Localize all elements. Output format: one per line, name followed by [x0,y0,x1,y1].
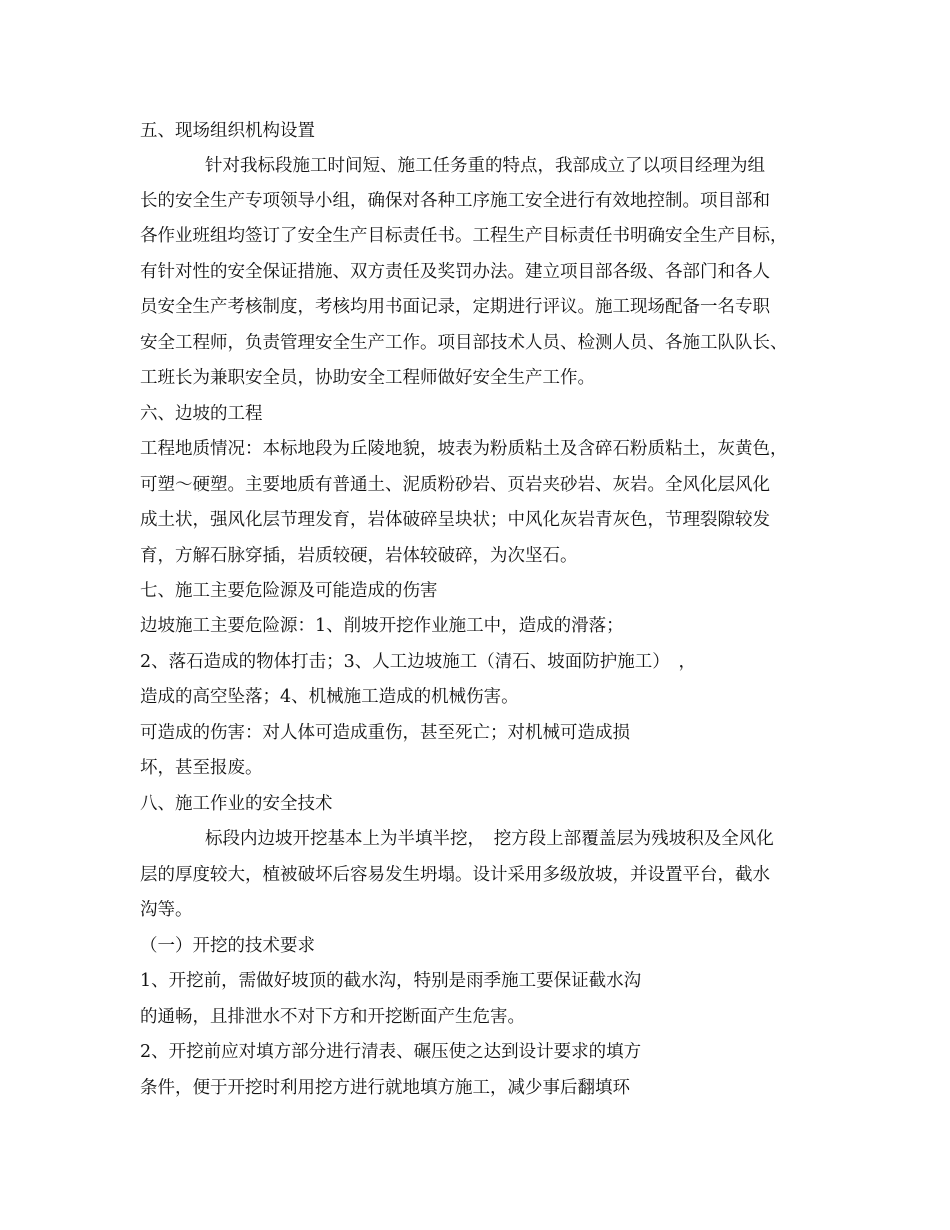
paragraph-line: 的通畅，且排泄水不对下方和开挖断面产生危害。 [140,1007,525,1027]
paragraph-line: 安全工程师，负责管理安全生产工作。项目部技术人员、检测人员、各施工队队长、 [140,333,788,353]
paragraph-line: 坏，甚至报废。 [140,758,263,778]
paragraph-line: 各作业班组均签订了安全生产目标责任书。工程生产目标责任书明确安全生产目标， [140,226,788,246]
heading-hazards: 七、施工主要危险源及可能造成的伤害 [140,581,438,601]
paragraph-line: 造成的高空坠落；4、机械施工造成的机械伤害。 [140,687,519,707]
heading-site-organization: 五、现场组织机构设置 [140,121,315,141]
paragraph-line: 可造成的伤害：对人体可造成重伤，甚至死亡；对机械可造成损 [140,723,630,743]
paragraph-line: 员安全生产考核制度，考核均用书面记录，定期进行评议。施工现场配备一名专职 [140,297,770,317]
heading-slope-engineering: 六、边坡的工程 [140,404,263,424]
paragraph-line: 长的安全生产专项领导小组，确保对各种工序施工安全进行有效地控制。项目部和 [140,191,770,211]
paragraph-line: 2、落石造成的物体打击；3、人工边坡施工（清石、坡面防护施工） ， [140,652,697,672]
paragraph-line: 标段内边坡开挖基本上为半填半挖， 挖方段上部覆盖层为残坡积及全风化 [205,829,774,849]
subheading-excavation-requirements: （一）开挖的技术要求 [140,936,315,956]
paragraph-line: 有针对性的安全保证措施、双方责任及奖罚办法。建立项目部各级、各部门和各人 [140,262,770,282]
paragraph-line: 层的厚度较大，植被破坏后容易发生坍塌。设计采用多级放坡，并设置平台，截水 [140,865,770,885]
paragraph-line: 2、开挖前应对填方部分进行清表、碾压使之达到设计要求的填方 [140,1042,642,1062]
paragraph-line: 沟等。 [140,900,193,920]
paragraph-line: 条件，便于开挖时利用挖方进行就地填方施工，减少事后翻填环 [140,1078,630,1098]
paragraph-line: 1、开挖前，需做好坡顶的截水沟，特别是雨季施工要保证截水沟 [140,971,642,991]
paragraph-line: 育，方解石脉穿插，岩质较硬，岩体较破碎，为次坚石。 [140,546,578,566]
paragraph-line: 针对我标段施工时间短、施工任务重的特点，我部成立了以项目经理为组 [205,156,765,176]
paragraph-line: 可塑～硬塑。主要地质有普通土、泥质粉砂岩、页岩夹砂岩、灰岩。全风化层风化 [140,475,770,495]
paragraph-line: 成土状，强风化层节理发育，岩体破碎呈块状；中风化灰岩青灰色，节理裂隙较发 [140,510,770,530]
paragraph-line: 工程地质情况：本标地段为丘陵地貌，坡表为粉质粘土及含碎石粉质粘土，灰黄色， [140,439,788,459]
paragraph-line: 工班长为兼职安全员，协助安全工程师做好安全生产工作。 [140,368,595,388]
paragraph-line: 边坡施工主要危险源：1、削坡开挖作业施工中，造成的滑落； [140,616,624,636]
heading-safety-technology: 八、施工作业的安全技术 [140,794,333,814]
